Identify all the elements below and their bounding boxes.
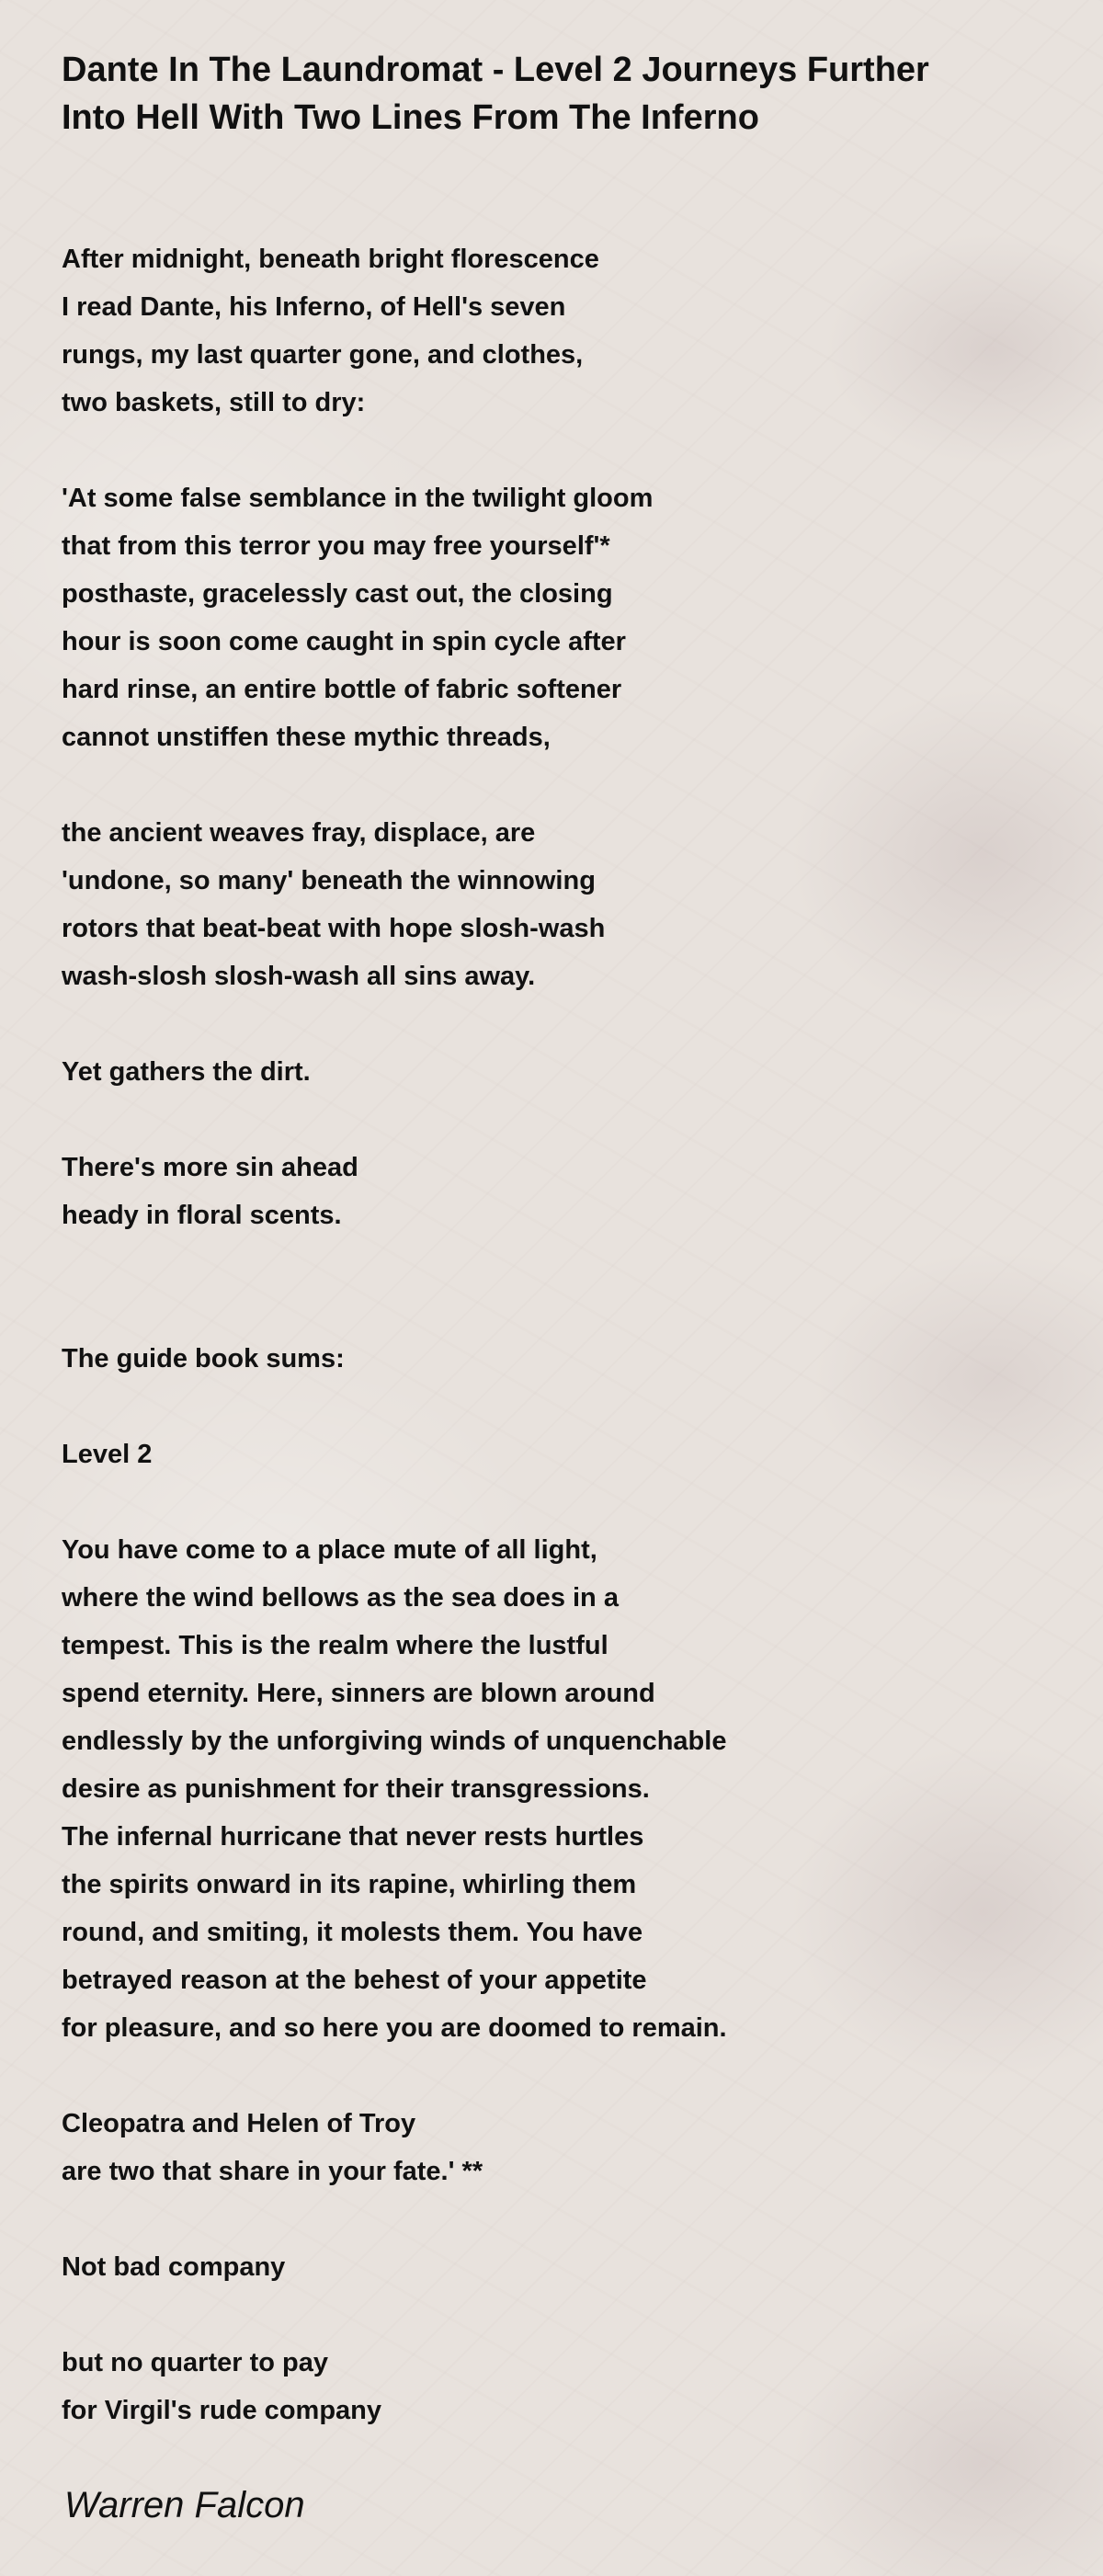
poem-line: 'At some false semblance in the twilight gloom xyxy=(62,484,654,513)
poem-line: betrayed reason at the behest of your appetite xyxy=(62,1966,647,1995)
poem-line: wash-slosh slosh-wash all sins away. xyxy=(62,962,536,991)
stanza xyxy=(62,1430,1036,1478)
poem-title: Dante In The Laundromat - Level 2 Journeys Further Into Hell With Two Lines From The Inferno xyxy=(62,51,929,137)
poem-body xyxy=(62,235,1036,2482)
stanza xyxy=(62,1526,1036,2052)
poem-line: 'undone, so many' beneath the winnowing xyxy=(62,866,596,895)
poem-line: I read Dante, his Inferno, of Hell's seven xyxy=(62,292,566,322)
poem-line: posthaste, gracelessly cast out, the closing xyxy=(62,579,613,609)
poem-line: for pleasure, and so here you are doomed to remain. xyxy=(62,2013,727,2043)
stanza xyxy=(62,1144,1036,1239)
poem-line: heady in floral scents. xyxy=(62,1201,342,1230)
poem-line: rotors that beat-beat with hope slosh-wash xyxy=(62,914,606,943)
poem-line: Not bad company xyxy=(62,2252,286,2282)
stanza xyxy=(62,809,1036,1000)
poem-line: but no quarter to pay xyxy=(62,2348,328,2377)
poem-line: The infernal hurricane that never rests hurtles xyxy=(62,1822,644,1852)
poem-line: Level 2 xyxy=(62,1440,153,1469)
poem-line: for Virgil's rude company xyxy=(62,2396,381,2425)
poem-line: endlessly by the unforgiving winds of unquenchable xyxy=(62,1727,727,1756)
poem-line: the spirits onward in its rapine, whirling them xyxy=(62,1870,637,1899)
stanza xyxy=(62,2243,1036,2291)
poem-line: Yet gathers the dirt. xyxy=(62,1057,311,1087)
stanza xyxy=(62,2339,1036,2434)
poem-line: desire as punishment for their transgressions. xyxy=(62,1774,650,1804)
poem-line: spend eternity. Here, sinners are blown around xyxy=(62,1679,655,1708)
poem-author: Warren Falcon xyxy=(64,2485,305,2525)
poem-line: tempest. This is the realm where the lustful xyxy=(62,1631,608,1660)
stanza xyxy=(62,1048,1036,1096)
poem-line: round, and smiting, it molests them. You have xyxy=(62,1918,643,1947)
stanza xyxy=(62,1335,1036,1383)
poem-line: that from this terror you may free yourself'* xyxy=(62,531,610,561)
stanza xyxy=(62,235,1036,427)
poem-line: Cleopatra and Helen of Troy xyxy=(62,2109,416,2138)
poem-line: where the wind bellows as the sea does in a xyxy=(62,1583,619,1613)
poem-line: cannot unstiffen these mythic threads, xyxy=(62,723,551,752)
poem-line: You have come to a place mute of all light, xyxy=(62,1535,597,1565)
poem-line: There's more sin ahead xyxy=(62,1153,358,1182)
poem-line: rungs, my last quarter gone, and clothes, xyxy=(62,340,584,370)
poem-line: hard rinse, an entire bottle of fabric softener xyxy=(62,675,622,704)
stanza xyxy=(62,474,1036,761)
poem-line: After midnight, beneath bright florescence xyxy=(62,245,599,274)
poem-line: The guide book sums: xyxy=(62,1344,345,1373)
poem-line: the ancient weaves fray, displace, are xyxy=(62,818,536,848)
poem-line: hour is soon come caught in spin cycle after xyxy=(62,627,626,656)
poem-line: two baskets, still to dry: xyxy=(62,388,366,417)
stanza xyxy=(62,2100,1036,2195)
poem-line: are two that share in your fate.' ** xyxy=(62,2157,483,2186)
